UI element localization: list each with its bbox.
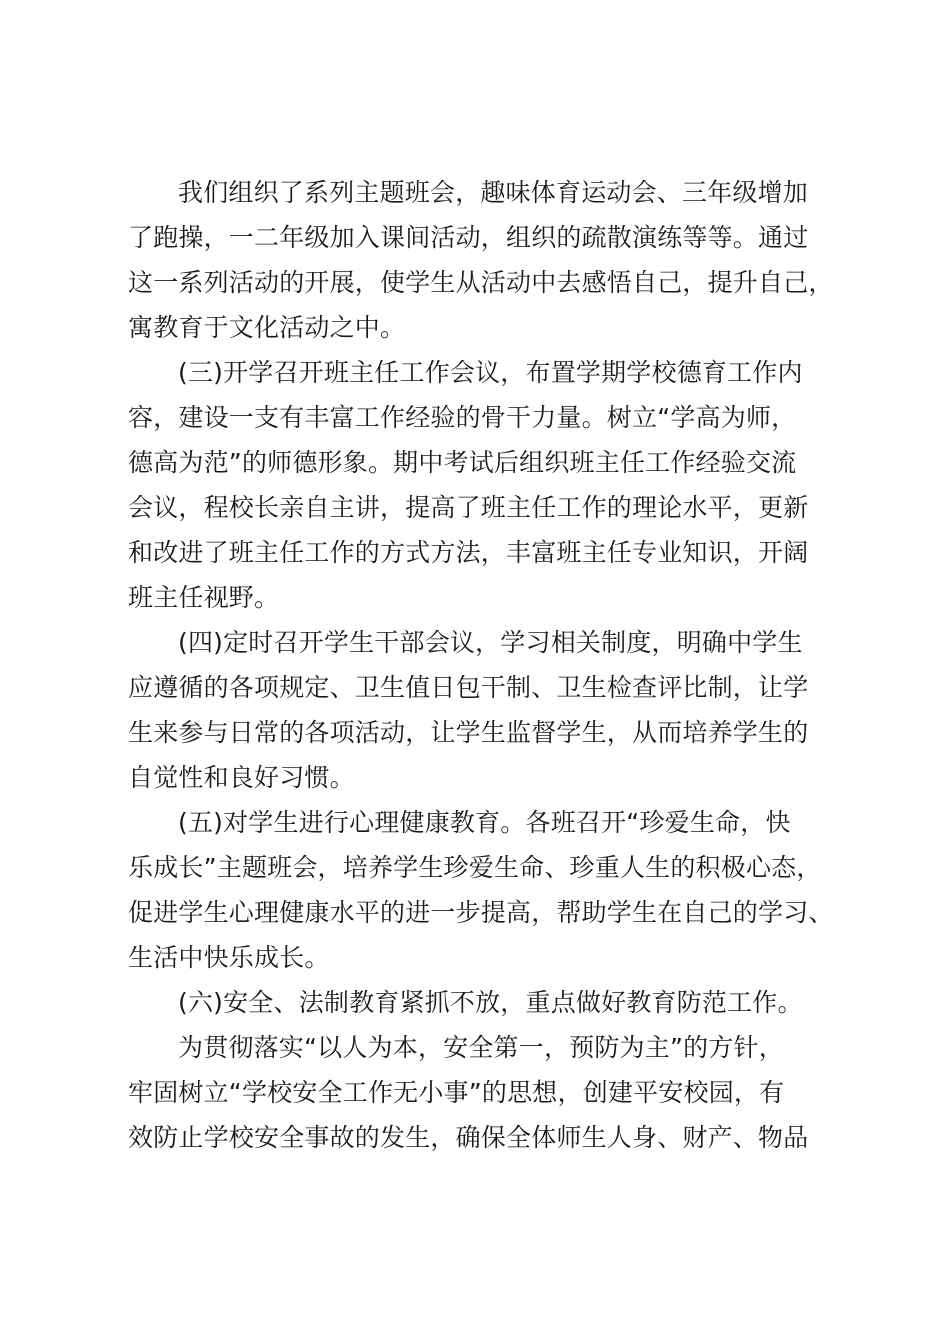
text-line: 牢固树立“学校安全工作无小事”的思想，创建平安校园，有 [128,1078,785,1107]
text-line: 应遵循的各项规定、卫生值日包干制、卫生检查评比制，让学 [128,673,809,702]
text-line: 为贯彻落实“以人为本，安全第一，预防为主”的方针， [178,1033,784,1062]
text-line: 效防止学校安全事故的发生，确保全体师生人身、财产、物品 [128,1123,809,1152]
text-line: 这一系列活动的开展，使学生从活动中去感悟自己，提升自己， [128,268,834,297]
text-line: 了跑操，一二年级加入课间活动，组织的疏散演练等等。通过 [128,223,809,252]
text-line: 班主任视野。 [128,583,280,612]
text-line: 生来参与日常的各项活动，让学生监督学生，从而培养学生的 [128,718,809,747]
text-line: 我们组织了系列主题班会，趣味体育运动会、三年级增加 [178,178,809,207]
text-line: (六)安全、法制教育紧抓不放，重点做好教育防范工作。 [178,988,803,1017]
text-line: 促进学生心理健康水平的进一步提高，帮助学生在自己的学习、 [128,898,834,927]
text-line: 容，建设一支有丰富工作经验的骨干力量。树立“学高为师， [128,403,797,432]
text-line: (四)定时召开学生干部会议，学习相关制度，明确中学生 [178,628,803,657]
text-line: 会议，程校长亲自主讲，提高了班主任工作的理论水平，更新 [128,493,809,522]
text-line: (五)对学生进行心理健康教育。各班召开“珍爱生命，快 [178,808,791,837]
text-line: 生活中快乐成长。 [128,943,330,972]
text-line: 和改进了班主任工作的方式方法，丰富班主任专业知识，开阔 [128,538,809,567]
text-line: 寓教育于文化活动之中。 [128,313,406,342]
text-line: 德高为范”的师德形象。期中考试后组织班主任工作经验交流 [128,448,797,477]
text-line: (三)开学召开班主任工作会议，布置学期学校德育工作内 [178,358,803,387]
text-line: 乐成长”主题班会，培养学生珍爱生命、珍重人生的积极心态， [128,853,822,882]
text-line: 自觉性和良好习惯。 [128,763,355,792]
